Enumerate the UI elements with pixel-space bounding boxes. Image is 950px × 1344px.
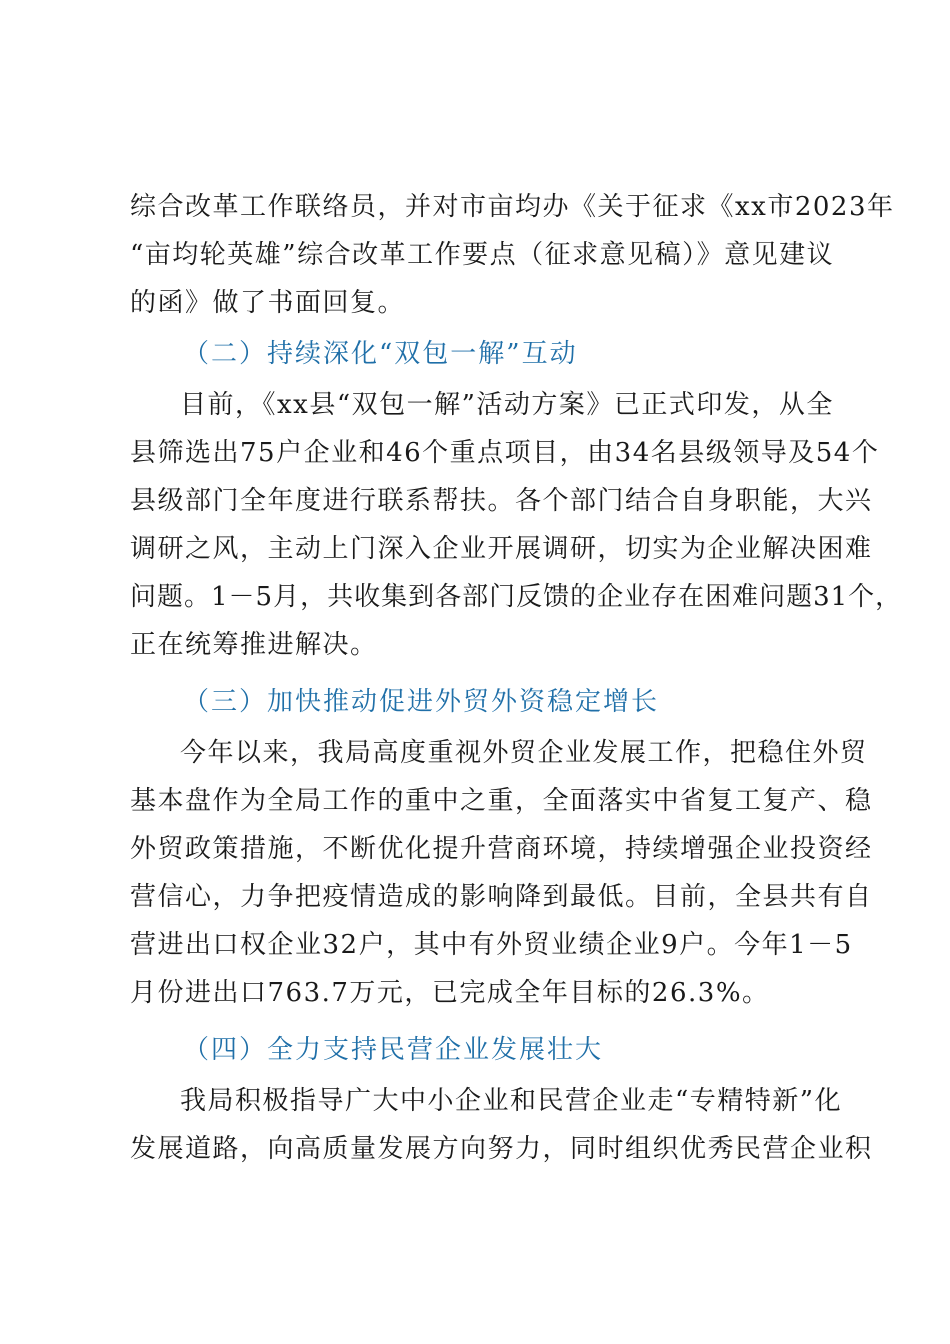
paragraph-line: 县筛选出75户企业和46个重点项目，由34名县级领导及54个 [130,438,880,468]
section-heading-3: （三）加快推动促进外贸外资稳定增长 [183,687,660,717]
paragraph-line: 问题。1－5月，共收集到各部门反馈的企业存在困难问题31个， [130,582,903,612]
paragraph-line: 的函》做了书面回复。 [130,288,406,318]
paragraph-line: 外贸政策措施，不断优化提升营商环境，持续增强企业投资经 [130,834,873,864]
paragraph-line: 综合改革工作联络员，并对市亩均办《关于征求《xx市2023年 [130,192,895,222]
paragraph-line: 今年以来，我局高度重视外贸企业发展工作，把稳住外贸 [180,738,868,768]
paragraph-line: 营信心，力争把疫情造成的影响降到最低。目前，全县共有自 [130,882,873,912]
paragraph-line: 调研之风，主动上门深入企业开展调研，切实为企业解决困难 [130,534,873,564]
section-heading-2: （二）持续深化“双包一解”互动 [183,339,578,369]
paragraph-line: 营进出口权企业32户，其中有外贸业绩企业9户。今年1－5 [130,930,853,960]
paragraph-line: 目前，《xx县“双包一解”活动方案》已正式印发，从全 [180,390,834,420]
paragraph-line: 我局积极指导广大中小企业和民营企业走“专精特新”化 [180,1086,843,1116]
paragraph-line: 基本盘作为全局工作的重中之重，全面落实中省复工复产、稳 [130,786,873,816]
section-heading-4: （四）全力支持民营企业发展壮大 [183,1035,604,1065]
paragraph-line: 正在统筹推进解决。 [130,630,378,660]
paragraph-line: “亩均轮英雄”综合改革工作要点（征求意见稿）》意见建议 [130,240,835,270]
paragraph-line: 县级部门全年度进行联系帮扶。各个部门结合自身职能，大兴 [130,486,873,516]
paragraph-line: 月份进出口763.7万元，已完成全年目标的26.3%。 [130,978,770,1008]
paragraph-line: 发展道路，向高质量发展方向努力，同时组织优秀民营企业积 [130,1134,873,1164]
